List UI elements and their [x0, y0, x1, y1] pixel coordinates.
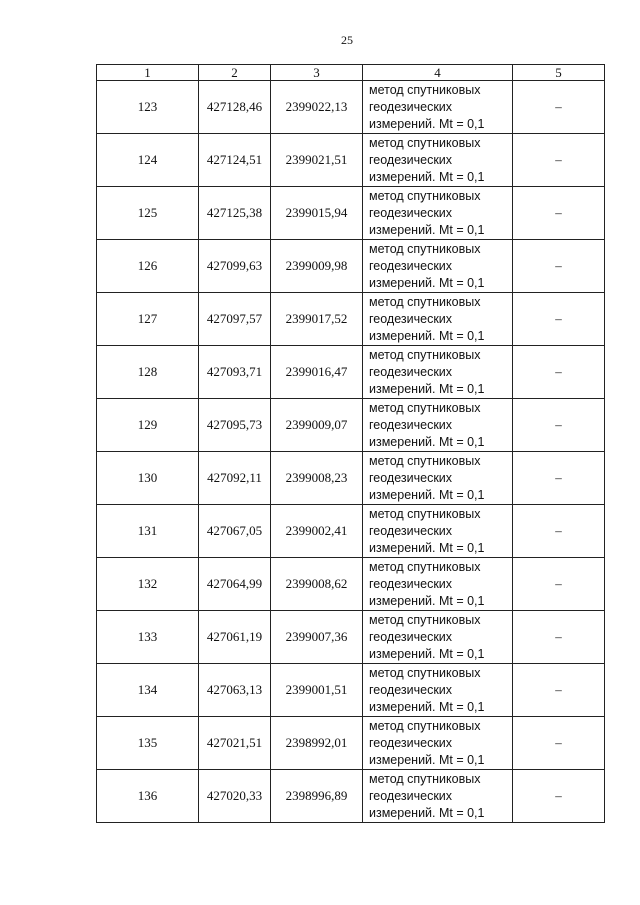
coordinate-y: 2399002,41: [271, 505, 363, 558]
coordinate-x: 427063,13: [199, 664, 271, 717]
note-dash: –: [513, 770, 605, 823]
table-row: [97, 664, 605, 717]
coordinate-y: 2399009,98: [271, 240, 363, 293]
method-line: измерений. Mt = 0,1: [369, 540, 485, 555]
table-row: [97, 134, 605, 187]
coordinate-x: 427061,19: [199, 611, 271, 664]
note-dash: –: [513, 187, 605, 240]
point-number: 131: [97, 505, 199, 558]
method-line: геодезических: [369, 523, 453, 538]
method-line: измерений. Mt = 0,1: [369, 116, 485, 131]
point-number: 123: [97, 81, 199, 134]
coordinate-y: 2399017,52: [271, 293, 363, 346]
coordinate-x: 427020,33: [199, 770, 271, 823]
method-line: измерений. Mt = 0,1: [369, 593, 485, 608]
method-line: метод спутниковых: [369, 294, 481, 309]
method-line: геодезических: [369, 788, 453, 803]
method-line: метод спутниковых: [369, 188, 481, 203]
point-number: 134: [97, 664, 199, 717]
note-dash: –: [513, 134, 605, 187]
method-line: метод спутниковых: [369, 453, 481, 468]
method-line: геодезических: [369, 152, 453, 167]
coordinate-x: 427128,46: [199, 81, 271, 134]
method-line: метод спутниковых: [369, 506, 481, 521]
method-line: метод спутниковых: [369, 771, 481, 786]
coordinate-y: 2398996,89: [271, 770, 363, 823]
method-description: [363, 399, 513, 452]
note-dash: –: [513, 558, 605, 611]
note-dash: –: [513, 664, 605, 717]
coordinate-x: 427097,57: [199, 293, 271, 346]
table-row: [97, 240, 605, 293]
table-row: [97, 717, 605, 770]
method-line: метод спутниковых: [369, 559, 481, 574]
method-line: геодезических: [369, 576, 453, 591]
coordinate-y: 2399001,51: [271, 664, 363, 717]
coordinate-x: 427064,99: [199, 558, 271, 611]
method-line: измерений. Mt = 0,1: [369, 752, 485, 767]
point-number: 132: [97, 558, 199, 611]
method-line: метод спутниковых: [369, 135, 481, 150]
note-dash: –: [513, 240, 605, 293]
method-line: геодезических: [369, 417, 453, 432]
point-number: 126: [97, 240, 199, 293]
method-line: измерений. Mt = 0,1: [369, 222, 485, 237]
method-line: измерений. Mt = 0,1: [369, 646, 485, 661]
point-number: 136: [97, 770, 199, 823]
method-line: измерений. Mt = 0,1: [369, 487, 485, 502]
point-number: 135: [97, 717, 199, 770]
table-row: [97, 611, 605, 664]
table-row: [97, 399, 605, 452]
point-number: 133: [97, 611, 199, 664]
coordinate-x: 427021,51: [199, 717, 271, 770]
method-description: [363, 558, 513, 611]
point-number: 128: [97, 346, 199, 399]
point-number: 124: [97, 134, 199, 187]
method-line: метод спутниковых: [369, 612, 481, 627]
method-line: измерений. Mt = 0,1: [369, 434, 485, 449]
header-col-4: 4: [363, 65, 513, 81]
note-dash: –: [513, 81, 605, 134]
table-row: [97, 770, 605, 823]
method-line: геодезических: [369, 311, 453, 326]
method-line: измерений. Mt = 0,1: [369, 328, 485, 343]
table-row: [97, 187, 605, 240]
method-line: метод спутниковых: [369, 718, 481, 733]
method-description: [363, 611, 513, 664]
table-row: [97, 81, 605, 134]
table-row: [97, 558, 605, 611]
coordinate-x: 427095,73: [199, 399, 271, 452]
method-description: [363, 240, 513, 293]
coordinate-y: 2399016,47: [271, 346, 363, 399]
method-description: [363, 770, 513, 823]
method-description: [363, 452, 513, 505]
note-dash: –: [513, 717, 605, 770]
coordinate-y: 2399008,23: [271, 452, 363, 505]
method-line: геодезических: [369, 258, 453, 273]
method-description: [363, 187, 513, 240]
page-number: 25: [341, 33, 353, 47]
coordinate-y: 2399022,13: [271, 81, 363, 134]
method-line: метод спутниковых: [369, 400, 481, 415]
table-row: [97, 452, 605, 505]
method-description: [363, 346, 513, 399]
method-line: измерений. Mt = 0,1: [369, 699, 485, 714]
method-line: измерений. Mt = 0,1: [369, 805, 485, 820]
coordinate-y: 2399015,94: [271, 187, 363, 240]
coordinate-x: 427124,51: [199, 134, 271, 187]
coordinates-table: [96, 64, 605, 823]
coordinate-y: 2399021,51: [271, 134, 363, 187]
coordinate-x: 427067,05: [199, 505, 271, 558]
table-row: [97, 346, 605, 399]
note-dash: –: [513, 346, 605, 399]
note-dash: –: [513, 611, 605, 664]
method-line: геодезических: [369, 205, 453, 220]
method-description: [363, 293, 513, 346]
method-line: измерений. Mt = 0,1: [369, 381, 485, 396]
method-line: геодезических: [369, 682, 453, 697]
header-col-3: 3: [271, 65, 363, 81]
note-dash: –: [513, 452, 605, 505]
coordinate-x: 427093,71: [199, 346, 271, 399]
method-line: геодезических: [369, 629, 453, 644]
point-number: 127: [97, 293, 199, 346]
header-row: [97, 65, 605, 81]
method-line: метод спутниковых: [369, 665, 481, 680]
method-description: [363, 134, 513, 187]
method-description: [363, 664, 513, 717]
method-description: [363, 81, 513, 134]
coordinate-y: 2399009,07: [271, 399, 363, 452]
coordinate-y: 2399007,36: [271, 611, 363, 664]
header-col-2: 2: [199, 65, 271, 81]
header-col-1: 1: [97, 65, 199, 81]
table-body: [97, 81, 605, 823]
point-number: 130: [97, 452, 199, 505]
header-col-5: 5: [513, 65, 605, 81]
point-number: 129: [97, 399, 199, 452]
coordinate-y: 2398992,01: [271, 717, 363, 770]
coordinate-y: 2399008,62: [271, 558, 363, 611]
method-line: геодезических: [369, 735, 453, 750]
method-line: измерений. Mt = 0,1: [369, 275, 485, 290]
method-line: метод спутниковых: [369, 241, 481, 256]
method-line: метод спутниковых: [369, 347, 481, 362]
table-header: [97, 65, 605, 81]
method-line: измерений. Mt = 0,1: [369, 169, 485, 184]
table-row: [97, 293, 605, 346]
method-description: [363, 505, 513, 558]
point-number: 125: [97, 187, 199, 240]
method-line: метод спутниковых: [369, 82, 481, 97]
method-line: геодезических: [369, 364, 453, 379]
method-line: геодезических: [369, 470, 453, 485]
note-dash: –: [513, 293, 605, 346]
note-dash: –: [513, 505, 605, 558]
note-dash: –: [513, 399, 605, 452]
table-row: [97, 505, 605, 558]
method-line: геодезических: [369, 99, 453, 114]
coordinate-x: 427099,63: [199, 240, 271, 293]
coordinate-x: 427092,11: [199, 452, 271, 505]
coordinate-x: 427125,38: [199, 187, 271, 240]
method-description: [363, 717, 513, 770]
